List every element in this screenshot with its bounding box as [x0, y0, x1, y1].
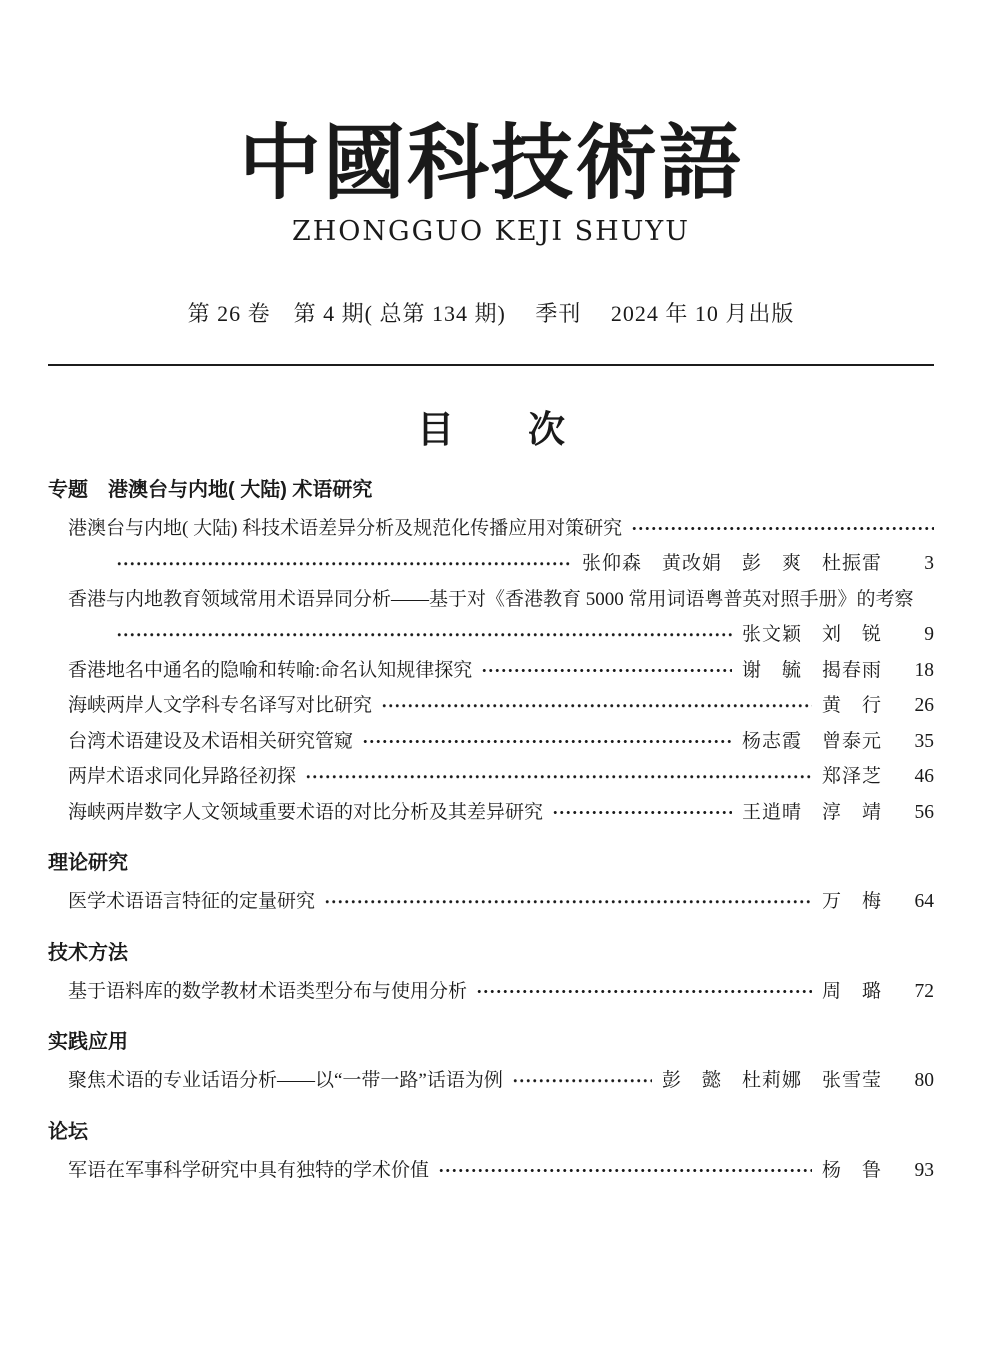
article-title: 军语在军事科学研究中具有独特的学术价值	[68, 1159, 430, 1181]
article-authors: 张仰森 黄改娟 彭 爽 杜振雷	[581, 553, 882, 575]
article-title: 港澳台与内地( 大陆) 科技术语差异分析及规范化传播应用对策研究	[68, 517, 623, 539]
article-row	[48, 1063, 934, 1099]
article-title: 香港地名中通名的隐喻和转喻:命名认知规律探究	[68, 659, 473, 681]
journal-title-calligraphy: 中國科技術語	[238, 115, 743, 211]
dot-leader	[631, 511, 934, 547]
article-page-number: 35	[914, 730, 934, 752]
article-row	[48, 688, 934, 724]
article-authors: 张文颖 刘 锐	[741, 624, 882, 646]
article-page-number: 46	[914, 766, 934, 788]
article-authors: 杨志霞 曾泰元	[741, 730, 882, 752]
article-title: 台湾术语建设及术语相关研究管窥	[68, 730, 354, 752]
article-page-number: 18	[914, 659, 934, 681]
article-title: 两岸术语求同化异路径初探	[68, 766, 297, 788]
dot-leader	[552, 795, 732, 831]
section-heading: 实践应用	[48, 1031, 128, 1054]
article-authors: 王逍晴 淳 靖	[741, 801, 882, 823]
dot-leader	[116, 617, 732, 653]
article-title-row	[48, 582, 934, 618]
section-heading: 理论研究	[48, 852, 128, 875]
article-page-number: 80	[914, 1070, 934, 1092]
article-row	[48, 795, 934, 831]
article-title: 香港与内地教育领域常用术语异同分析——基于对《香港教育 5000 常用词语粤普英对照手册》的考察	[68, 588, 914, 610]
article-page-number: 9	[924, 624, 934, 646]
issue-info: 第 26 卷 第 4 期( 总第 134 期) 季刊 2024 年 10 月出版	[187, 301, 795, 327]
article-page-number: 3	[924, 553, 934, 575]
article-authors: 万 梅	[821, 891, 882, 913]
article-title: 聚焦术语的专业话语分析——以“一带一路”话语为例	[68, 1070, 503, 1092]
article-page-number: 72	[914, 980, 934, 1002]
dot-leader	[305, 759, 812, 795]
toc-section	[48, 1025, 934, 1099]
article-title: 医学术语语言特征的定量研究	[68, 891, 316, 913]
article-row	[48, 884, 934, 920]
article-title: 海峡两岸人文学科专名译写对比研究	[68, 695, 373, 717]
masthead	[48, 0, 934, 328]
article-page-number: 56	[914, 801, 934, 823]
toc-section	[48, 936, 934, 1010]
dot-leader	[476, 974, 812, 1010]
dot-leader	[324, 884, 812, 920]
section-heading: 技术方法	[48, 941, 128, 964]
article-authors: 杨 鲁	[821, 1159, 882, 1181]
toc-section	[48, 846, 934, 920]
toc-section	[48, 473, 934, 831]
toc-section	[48, 1115, 934, 1189]
article-authors: 黄 行	[821, 695, 882, 717]
dot-leader	[481, 653, 732, 689]
article-authors: 彭 懿 杜莉娜 张雪莹	[661, 1070, 882, 1092]
dot-leader	[362, 724, 732, 760]
article-page-number: 93	[914, 1159, 934, 1181]
dot-leader	[512, 1063, 652, 1099]
article-page-number: 64	[914, 891, 934, 913]
article-title: 基于语料库的数学教材术语类型分布与使用分析	[68, 980, 468, 1002]
article-row	[48, 1153, 934, 1189]
article-authors: 郑泽芝	[821, 766, 882, 788]
article-authors: 谢 毓 揭春雨	[741, 659, 882, 681]
article-authors-row	[48, 546, 934, 582]
divider-rule	[48, 364, 934, 366]
article-row	[48, 759, 934, 795]
article-page-number: 26	[914, 695, 934, 717]
article-title-row	[48, 511, 934, 547]
toc-title: 目 次	[417, 409, 565, 451]
article-row	[48, 653, 934, 689]
article-row	[48, 724, 934, 760]
article-title: 海峡两岸数字人文领域重要术语的对比分析及其差异研究	[68, 801, 544, 823]
toc-sections	[48, 473, 934, 1189]
journal-title-pinyin: ZHONGGUO KEJI SHUYU	[291, 216, 690, 248]
dot-leader	[438, 1153, 812, 1189]
section-heading: 论坛	[48, 1120, 88, 1143]
article-authors-row	[48, 617, 934, 653]
dot-leader	[116, 546, 572, 582]
section-heading: 专题 港澳台与内地( 大陆) 术语研究	[48, 478, 373, 501]
dot-leader	[381, 688, 812, 724]
article-row	[48, 974, 934, 1010]
article-authors: 周 璐	[821, 980, 882, 1002]
